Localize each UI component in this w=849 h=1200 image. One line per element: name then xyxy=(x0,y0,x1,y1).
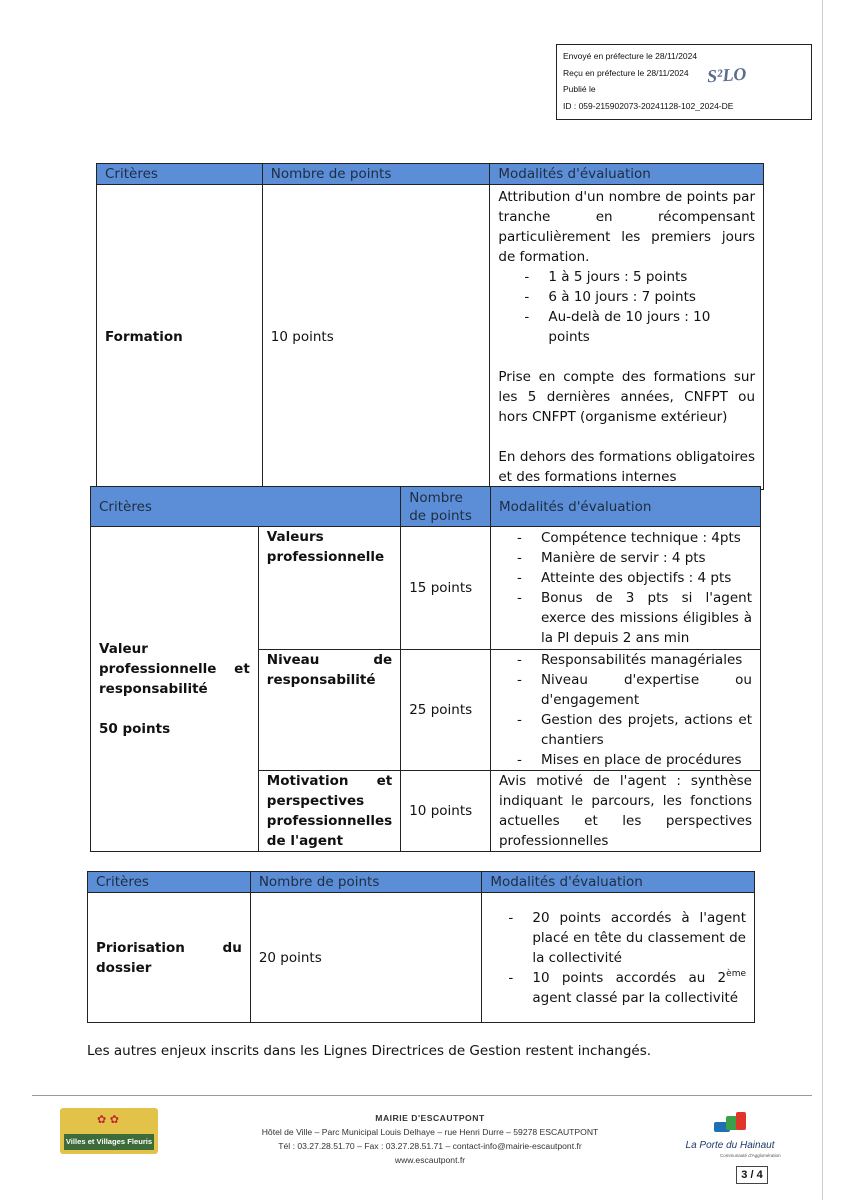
niveau-list xyxy=(491,650,752,770)
header-criteres: Critères xyxy=(91,487,401,527)
sub-niveau-responsabilite: Niveau de responsabilité xyxy=(258,650,400,771)
formation-table xyxy=(96,163,764,490)
stamp-sent: Envoyé en préfecture le 28/11/2024 xyxy=(563,51,698,61)
priorisation-item: - 20 points accordés à l'agent placé en tête du classement de la collectivité xyxy=(482,908,746,968)
header-modalites: Modalités d'évaluation xyxy=(490,164,764,185)
modalites-formation xyxy=(490,185,764,490)
stamp-received: Reçu en préfecture le 28/11/2024 xyxy=(563,67,689,78)
priorisation-list xyxy=(482,908,746,1008)
header-criteres: Critères xyxy=(97,164,263,185)
valeur-table xyxy=(90,486,761,852)
priorisation-item-text-2: agent classé par la collectivité xyxy=(532,989,739,1006)
footer-title: MAIRIE D'ESCAUTPONT xyxy=(375,1113,485,1123)
superscript: ème xyxy=(726,968,746,979)
criterion-valeur xyxy=(91,527,259,852)
modalites-priorisation xyxy=(482,893,755,1023)
stamp-signature: S²LO xyxy=(706,63,748,87)
flowers-icon: ✿ ✿ xyxy=(97,1113,119,1126)
modalites-niveau xyxy=(490,650,760,771)
header-nombre-points: Nombre de points xyxy=(262,164,490,185)
footer-line1: Hôtel de Ville – Parc Municipal Louis Delhaye – rue Henri Durre – 59278 ESCAUTPONT xyxy=(261,1127,599,1137)
valeurs-item: - Manière de servir : 4 pts xyxy=(491,548,752,568)
modalites-valeurs xyxy=(490,527,760,650)
logo-left-text: Villes et Villages Fleuris xyxy=(64,1134,154,1150)
valeurs-list xyxy=(491,528,752,648)
header-criteres: Critères xyxy=(88,872,251,893)
sub-motivation: Motivation et perspectives professionnelles de l'agent xyxy=(258,771,400,852)
points-niveau: 25 points xyxy=(401,650,491,771)
tranche-item: - 1 à 5 jours : 5 points xyxy=(498,267,755,287)
tranche-item: - Au-delà de 10 jours : 10 points xyxy=(498,307,755,347)
priorisation-item xyxy=(482,968,746,1008)
niveau-item: - Responsabilités managériales xyxy=(491,650,752,670)
points-valeurs: 15 points xyxy=(401,527,491,650)
footer-address xyxy=(200,1111,660,1167)
header-nombre-points xyxy=(401,487,491,527)
niveau-item: - Mises en place de procédures xyxy=(491,750,752,770)
criterion-valeur-label: Valeur professionnelle et responsabilité xyxy=(99,641,250,697)
header-modalites: Modalités d'évaluation xyxy=(482,872,755,893)
criterion-valeur-points: 50 points xyxy=(99,721,171,737)
valeurs-item: - Compétence technique : 4pts xyxy=(491,528,752,548)
header-nombre-points-text: Nombre de points xyxy=(409,489,472,524)
niveau-item: - Niveau d'expertise ou d'engagement xyxy=(491,670,752,710)
scan-edge-line xyxy=(822,0,823,1200)
tranche-item: - 6 à 10 jours : 7 points xyxy=(498,287,755,307)
page-number: 3 / 4 xyxy=(736,1166,768,1184)
closing-paragraph: Les autres enjeux inscrits dans les Lignes Directrices de Gestion restent inchangés. xyxy=(87,1043,652,1059)
sub-valeurs-professionnelle: Valeurs professionnelle xyxy=(258,527,400,650)
points-motivation: 10 points xyxy=(401,771,491,852)
valeurs-item: - Atteinte des objectifs : 4 pts xyxy=(491,568,752,588)
criterion-priorisation: Priorisation du dossier xyxy=(88,893,251,1023)
villes-villages-fleuris-logo xyxy=(60,1108,158,1154)
hainaut-emblem-icon xyxy=(712,1112,748,1134)
porte-du-hainaut-logo xyxy=(672,1112,788,1164)
stamp-id: ID : 059-215902073-20241128-102_2024-DE xyxy=(563,100,734,111)
priorisation-table xyxy=(87,871,755,1023)
priorisation-item-text: 10 points accordés au 2 xyxy=(532,969,727,986)
modalites-motivation: Avis motivé de l'agent : synthèse indiquant le parcours, les fonctions actuelles et les perspectives professionnelles xyxy=(490,771,760,852)
formation-para3: En dehors des formations obligatoires et des formations internes xyxy=(498,449,755,485)
header-modalites: Modalités d'évaluation xyxy=(490,487,760,527)
formation-tranches xyxy=(498,267,755,347)
valeurs-item: - Bonus de 3 pts si l'agent exerce des missions éligibles à la PI depuis 2 ans min xyxy=(491,588,752,648)
formation-intro: Attribution d'un nombre de points par tranche en récompensant particulièrement les premiers jours de formation. xyxy=(498,189,755,265)
prefecture-stamp xyxy=(556,44,812,120)
formation-para2: Prise en compte des formations sur les 5 dernières années, CNFPT ou hors CNFPT (organisme extérieur) xyxy=(498,369,755,425)
points-formation: 10 points xyxy=(262,185,490,490)
logo-right-text: La Porte du Hainaut xyxy=(685,1140,775,1151)
stamp-published: Publié le xyxy=(563,84,596,94)
criterion-formation: Formation xyxy=(97,185,263,490)
header-nombre-points: Nombre de points xyxy=(250,872,482,893)
logo-right-subtext: Communauté d'Agglomération xyxy=(720,1153,781,1158)
footer-line2: Tél : 03.27.28.51.70 – Fax : 03.27.28.51.71 – contact-info@mairie-escautpont.fr xyxy=(278,1141,582,1151)
points-priorisation: 20 points xyxy=(250,893,482,1023)
footer-line3: www.escautpont.fr xyxy=(394,1155,466,1165)
footer-divider xyxy=(32,1095,812,1096)
niveau-item: - Gestion des projets, actions et chantiers xyxy=(491,710,752,750)
